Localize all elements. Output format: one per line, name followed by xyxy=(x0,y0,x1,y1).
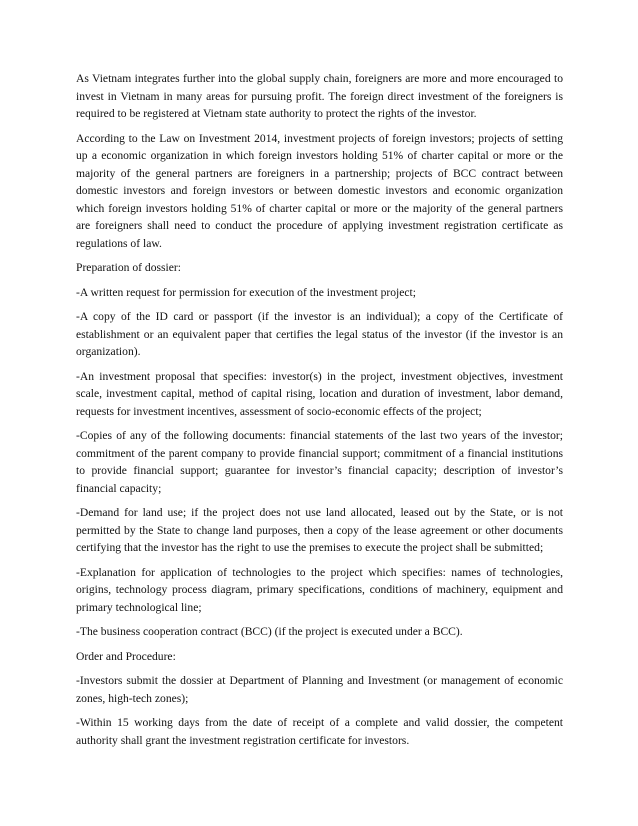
dossier-item: -The business cooperation contract (BCC) (if the project is executed under a BCC). xyxy=(76,625,463,638)
dossier-item: -A copy of the ID card or passport (if the investor is an individual); a copy of the Certificate of establishment or an equivalent paper that certifies the legal status of the investor (if the investor is an organization). xyxy=(76,310,563,358)
procedure-item: -Within 15 working days from the date of receipt of a complete and valid dossier, the competent authority shall grant the investment registration certificate for investors. xyxy=(76,716,563,747)
dossier-item: -Demand for land use; if the project does not use land allocated, leased out by the State, or is not permitted by the State to change land purposes, then a copy of the lease agreement or other documents certifying that the investor has the right to use the premises to execute the project shall be submitted; xyxy=(76,506,563,554)
procedure-heading: Order and Procedure: xyxy=(76,649,176,663)
dossier-heading: Preparation of dossier: xyxy=(76,261,181,274)
dossier-item: -Explanation for application of technologies to the project which specifies: names of technologies, origins, technology process diagram, primary specifications, conditions of machinery, equipment and primary technological line; xyxy=(76,565,563,614)
dossier-item: -A written request for permission for execution of the investment project; xyxy=(76,285,416,299)
intro-paragraph: As Vietnam integrates further into the global supply chain, foreigners are more and more encouraged to invest in Vietnam in many areas for pursuing profit. The foreign direct investment of the foreigners is required to be registered at Vietnam state authority to protect the rights of the investor. xyxy=(76,72,563,120)
dossier-item: -Copies of any of the following documents: financial statements of the last two years of the investor; commitment of the parent company to provide financial support; commitment of a financial institutions to provide financial support; guarantee for investor’s financial capacity; description of investor’s financial capacity; xyxy=(76,429,563,495)
dossier-item: -An investment proposal that specifies: investor(s) in the project, investment objectives, investment scale, investment capital, method of capital rising, location and duration of investment, labor demand, requests for investment incentives, assessment of socio-economic effects of the project; xyxy=(76,369,563,418)
procedure-item: -Investors submit the dossier at Department of Planning and Investment (or management of economic zones, high-tech zones); xyxy=(76,674,563,705)
law-paragraph: According to the Law on Investment 2014, investment projects of foreign investors; projects of setting up a economic organization in which foreign investors holding 51% of charter capital or more or the majority of the general partners are foreigners in a partnership; projects of BCC contract between domestic investors and foreign investors or between domestic investors and economic organization which foreign investors holding 51% of charter capital or more or the majority of the general partners are foreigners shall need to conduct the procedure of applying investment registration certificate as regulations of law. xyxy=(76,131,563,250)
document-page xyxy=(76,70,563,756)
